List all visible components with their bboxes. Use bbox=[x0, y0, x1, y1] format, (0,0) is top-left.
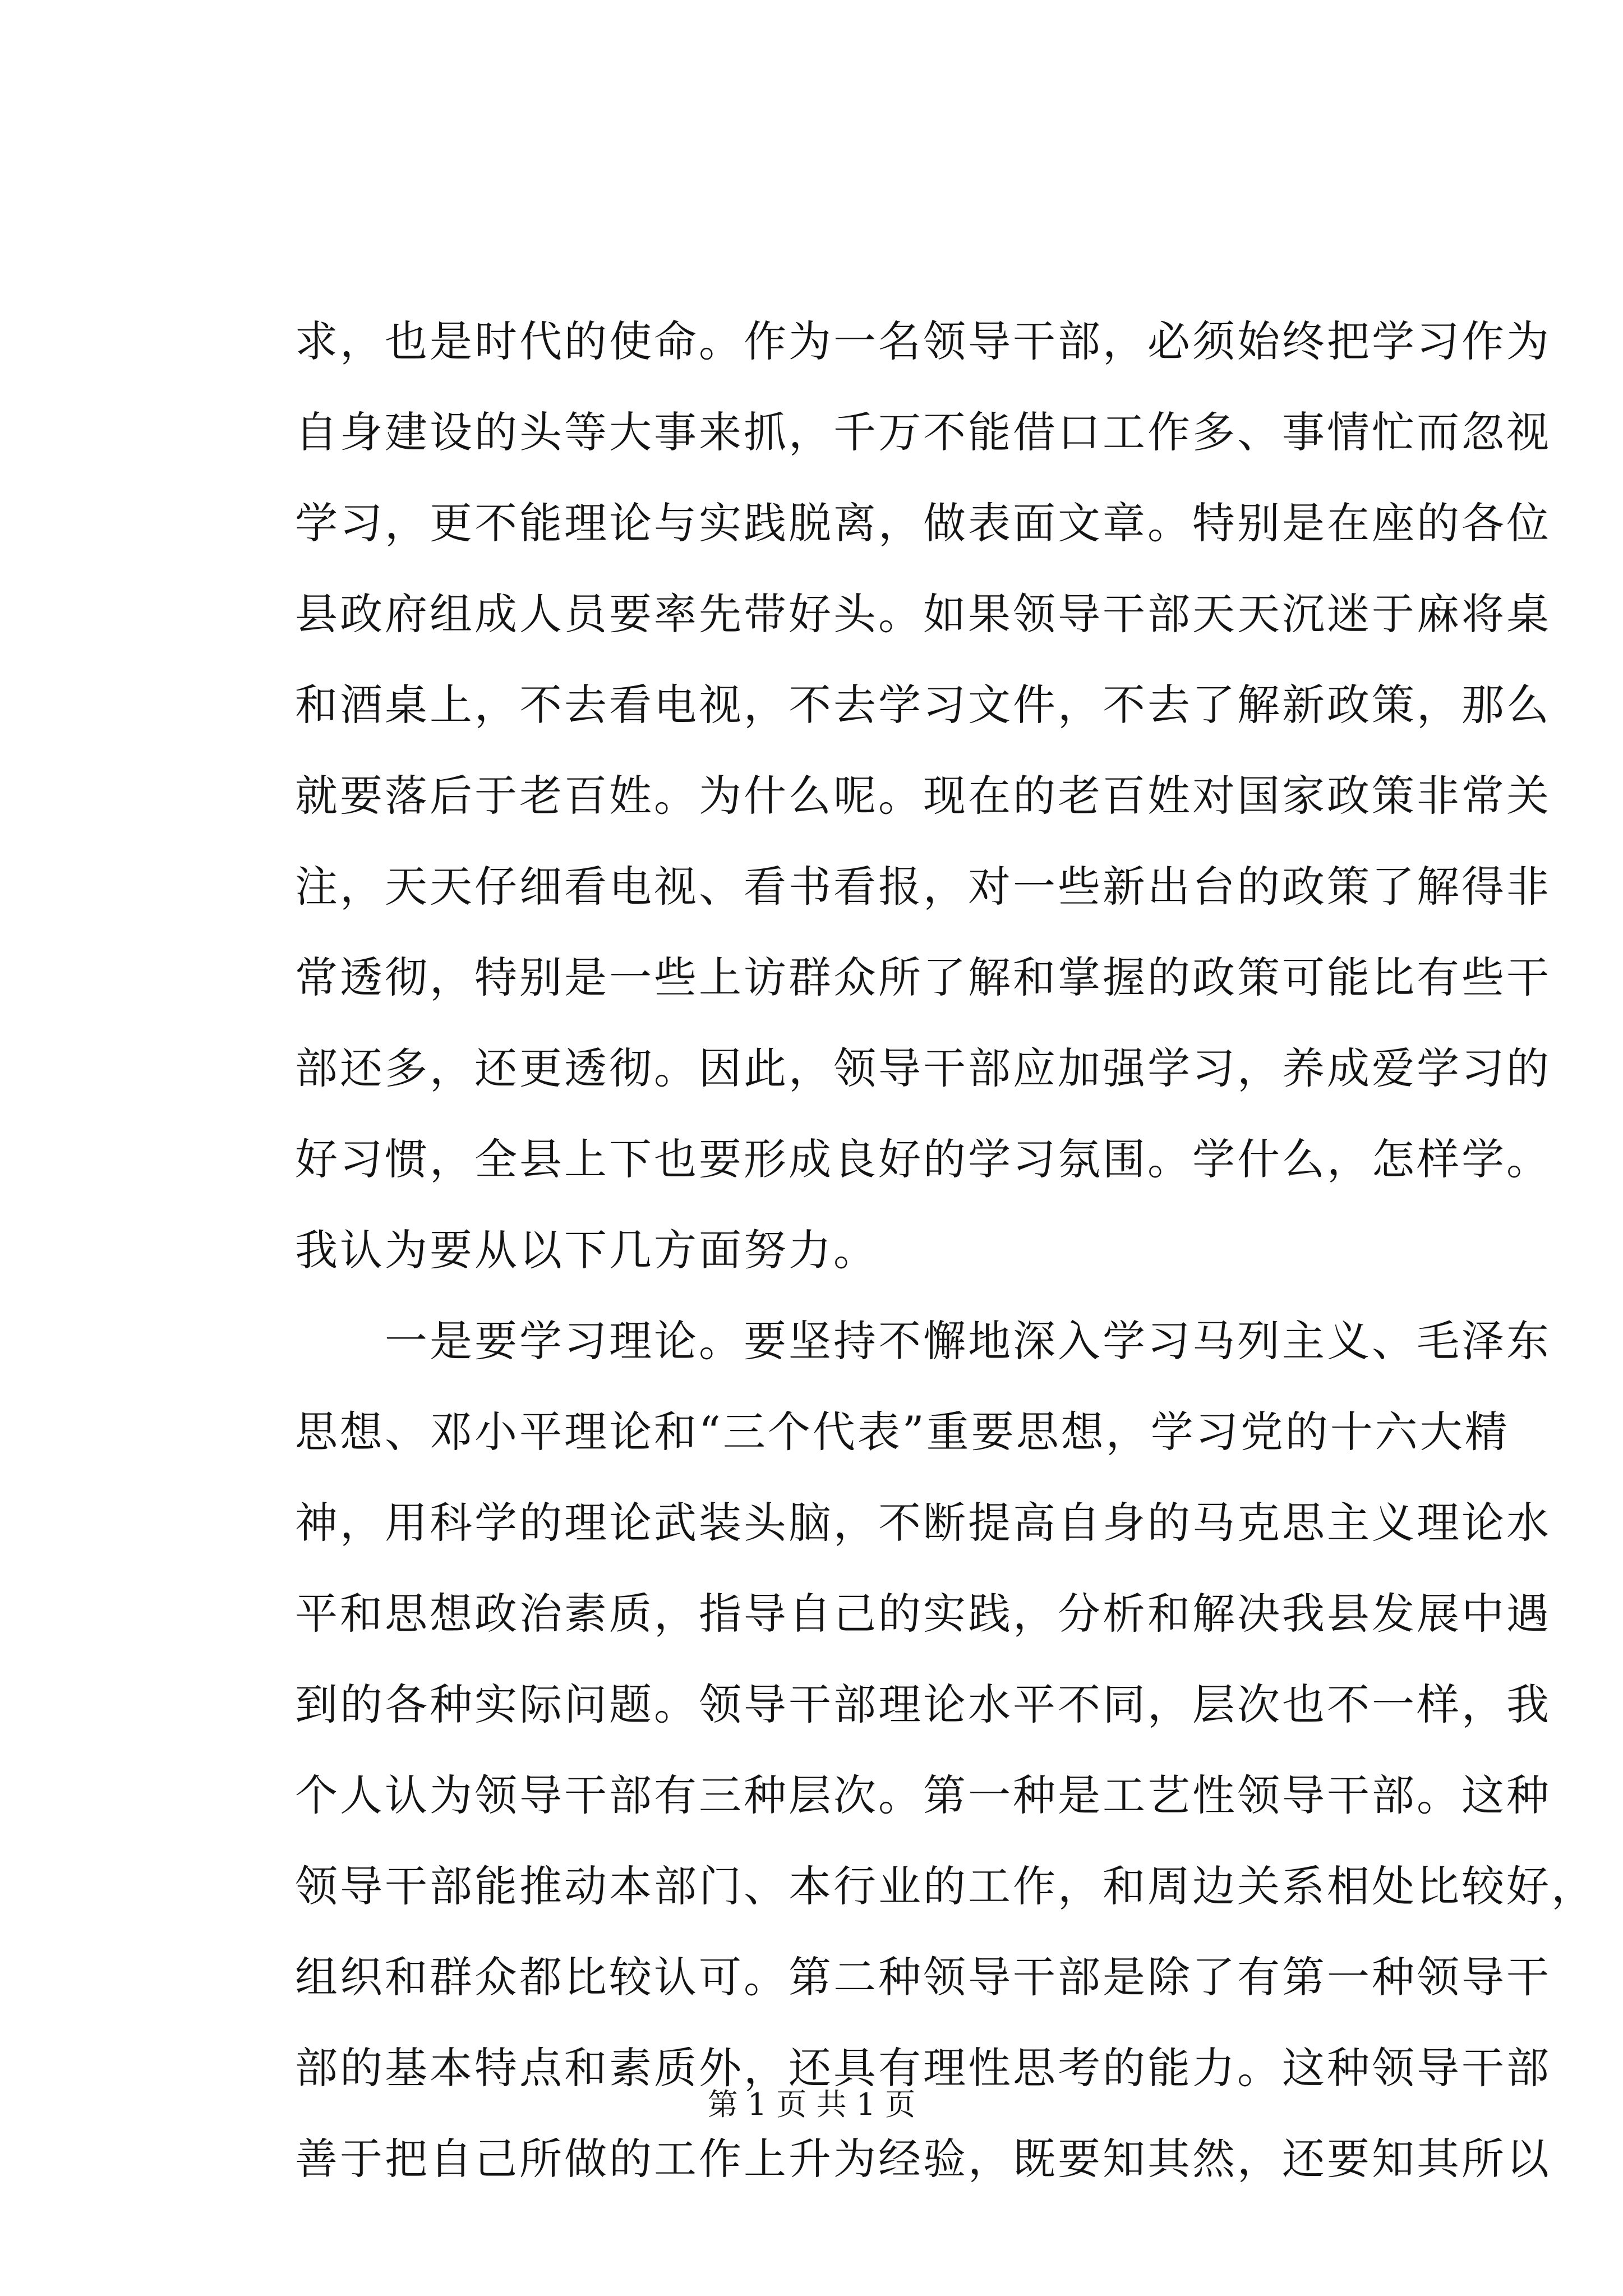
text-line: 思想、邓小平理论和“三个代表”重要思想，学习党的十六大精 bbox=[295, 1407, 1510, 1457]
text-line: 组织和群众都比较认可。第二种领导干部是除了有第一种领导干 bbox=[295, 1952, 1551, 2002]
document-body bbox=[295, 296, 1596, 2205]
text-line: 就要落后于老百姓。为什么呢。现在的老百姓对国家政策非常关 bbox=[295, 771, 1551, 821]
text-line: 我认为要从以下几方面努力。 bbox=[295, 1225, 878, 1275]
text-line: 神，用科学的理论武装头脑，不断提高自身的马克思主义理论水 bbox=[295, 1498, 1551, 1548]
text-line: 县政府组成人员要率先带好头。如果领导干部天天沉迷于麻将桌 bbox=[295, 589, 1551, 639]
text-line: 好习惯，全县上下也要形成良好的学习氛围。学什么，怎样学。 bbox=[295, 1134, 1551, 1184]
text-line: 注，天天仔细看电视、看书看报，对一些新出台的政策了解得非 bbox=[295, 862, 1551, 912]
text-line: 善于把自己所做的工作上升为经验，既要知其然，还要知其所以 bbox=[295, 2134, 1551, 2184]
text-line: 部的基本特点和素质外，还具有理性思考的能力。这种领导干部 bbox=[295, 2043, 1551, 2093]
text-line: 常透彻，特别是一些上访群众所了解和掌握的政策可能比有些干 bbox=[295, 953, 1551, 1002]
text-line: 个人认为领导干部有三种层次。第一种是工艺性领导干部。这种 bbox=[295, 1770, 1551, 1820]
text-line: 领导干部能推动本部门、本行业的工作，和周边关系相处比较好， bbox=[295, 1861, 1596, 1911]
text-line: 自身建设的头等大事来抓，千万不能借口工作多、事情忙而忽视 bbox=[295, 407, 1551, 457]
text-line: 和酒桌上，不去看电视，不去学习文件，不去了解新政策，那么 bbox=[295, 680, 1551, 730]
text-line: 到的各种实际问题。领导干部理论水平不同，层次也不一样，我 bbox=[295, 1680, 1551, 1729]
text-line: 一是要学习理论。要坚持不懈地深入学习马列主义、毛泽东 bbox=[295, 1316, 1551, 1366]
page-footer: 第 1 页 共 1 页 bbox=[707, 2087, 916, 2122]
text-line: 学习，更不能理论与实践脱离，做表面文章。特别是在座的各位 bbox=[295, 498, 1551, 548]
text-line: 平和思想政治素质，指导自己的实践，分析和解决我县发展中遇 bbox=[295, 1589, 1551, 1639]
text-line: 部还多，还更透彻。因此，领导干部应加强学习，养成爱学习的 bbox=[295, 1043, 1551, 1093]
text-line: 求，也是时代的使命。作为一名领导干部，必须始终把学习作为 bbox=[295, 316, 1551, 366]
